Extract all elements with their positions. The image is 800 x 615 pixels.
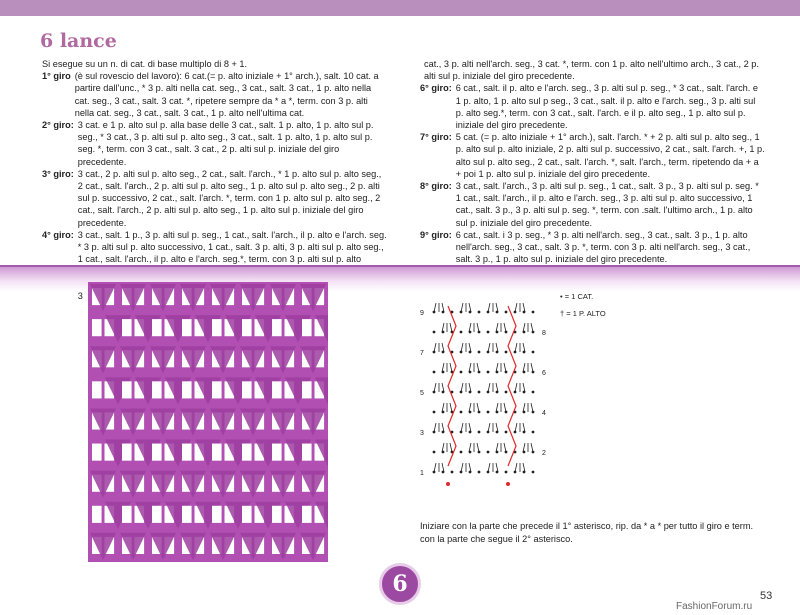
round-label: 2° giro: [42, 120, 74, 131]
round-instruction [420, 131, 765, 180]
chart-repeat-marker [508, 306, 516, 466]
chart-chain-stitch [487, 331, 490, 334]
chart-dc-stitch [461, 463, 463, 472]
chart-dc-stitch [434, 463, 436, 472]
chart-repeat-marker [448, 306, 456, 466]
sample-mesh-hole [212, 319, 222, 336]
chart-row-number: 2 [542, 450, 546, 457]
sample-mesh-hole [152, 319, 162, 336]
chart-dc-stitch [450, 363, 452, 372]
chart-chain-stitch [505, 431, 508, 434]
chart-dc-stitch [515, 463, 517, 472]
double-crochet-symbol-icon: † [560, 309, 565, 318]
sample-mesh-hole [182, 444, 192, 461]
round-text: 3 cat., salt. l'arch., 3 p. alti sul p. seg., 1 cat., salt. 3 p., 3 p. alti sul p. seg. * 1 cat., salt. l'arch., il p. alto e l'arch. seg., 3 p. alti sul p. alto successivo, 1 cat., salt. 3 p., 3 p. alti sul p. seg. *, term. con .salt. l'ultimo arch., 1 p. alto sul p. iniziale del giro precedente. [455, 181, 759, 228]
chapter-badge: 6 [379, 563, 421, 605]
chart-row-number: 6 [542, 370, 546, 377]
sample-mesh-hole [272, 319, 282, 336]
chart-dc-stitch [488, 383, 490, 392]
round-text: 3 cat. e 1 p. alto sul p. alla base delle 3 cat., salt. 1 p. alto, 1 p. alto sul p. seg., * 3 cat., 3 p. alti sul p. alto seg., 3 cat., salt. 1 p. alto, 1 p. alto sul p. seg. *, term. con 3 cat., salt. 3 cat., 2 p. alti sul p. iniziale del giro precedente. [77, 120, 374, 167]
round-instruction [420, 58, 765, 82]
sample-mesh-hole [92, 444, 102, 461]
chart-dc-stitch [504, 443, 506, 452]
sample-mesh-hole [302, 506, 312, 523]
chart-dc-stitch [477, 323, 479, 332]
chart-dc-stitch [531, 363, 533, 372]
chart-chain-stitch [487, 411, 490, 414]
chart-dc-stitch [461, 303, 463, 312]
chart-row-number: 7 [420, 350, 424, 357]
chart-dc-stitch [434, 423, 436, 432]
round-text: 6 cat., salt. il p. alto e l'arch. seg., 3 p. alti sul p. seg., * 3 cat., salt. l'arch. e 1 p. alto, 1 p. alto sul p seg., 3 cat., salt. il p. alto e l'arch. seg., 3 p. alti sul p. alto seg.*, term. con 3 cat., salt. l'arch. e il p. alto seg., 1 p. alto sul p. iniziale del giro precedente. [455, 83, 758, 131]
sample-mesh-hole [212, 506, 222, 523]
round-label: 9° giro: [420, 229, 452, 240]
sample-mesh-hole [272, 381, 282, 398]
chart-chain-stitch [478, 391, 481, 394]
chart-row-number: 3 [420, 430, 424, 437]
repeat-instructions: Iniziare con la parte che precede il 1° asterisco, rip. da * a * per tutto il giro e term. con la parte che segue il 2° asterisco. [420, 521, 754, 544]
chart-chain-stitch [532, 471, 535, 474]
chart-chain-stitch [532, 311, 535, 314]
chart-legend [560, 292, 606, 326]
chart-chain-stitch [505, 471, 508, 474]
chart-dc-stitch [488, 343, 490, 352]
chart-dc-stitch [450, 443, 452, 452]
intro-text: Si esegue su un n. di cat. di base multiplo di 8 + 1. [42, 59, 248, 69]
chart-chain-stitch [505, 311, 508, 314]
chart-chain-stitch [433, 371, 436, 374]
sample-mesh-hole [242, 506, 252, 523]
sample-mesh-hole [212, 381, 222, 398]
chart-dc-stitch [488, 303, 490, 312]
chart-chain-stitch [478, 311, 481, 314]
chart-chain-stitch [460, 371, 463, 374]
round-label: 3° giro: [42, 168, 74, 179]
chart-row-number: 4 [542, 410, 546, 417]
band-divider [0, 265, 800, 267]
round-instruction [420, 82, 765, 131]
chart-dc-stitch [434, 383, 436, 392]
chart-dc-stitch [488, 423, 490, 432]
sample-mesh-hole [182, 319, 192, 336]
chart-repeat-start-dot [446, 482, 450, 486]
chart-dc-stitch [515, 343, 517, 352]
sample-mesh-hole [152, 506, 162, 523]
sample-mesh-hole [92, 506, 102, 523]
chart-dc-stitch [477, 443, 479, 452]
chart-dc-stitch [515, 423, 517, 432]
chart-dc-stitch [477, 403, 479, 412]
round-text: (è sul rovescio del lavoro): 6 cat.(= p. alto iniziale + 1° arch.), salt. 10 cat. a partire dall'unc., * 3 p. alti nella cat. seg., 3 cat., salt. 3 cat., 1 p. alto nella cat. seg., 3 cat., salt. 3 cat. *, ripetere sempre da * a *, term. con 3 p. alti nella cat. seg., 3 cat., salt. 3 cat., 1 p. alto nell'ultima cat. [74, 71, 379, 118]
sample-mesh-hole [152, 444, 162, 461]
chart-chain-stitch [433, 411, 436, 414]
instructions-column-right [420, 58, 765, 278]
sample-mesh-hole [122, 506, 132, 523]
chart-dc-stitch [450, 403, 452, 412]
sample-mesh-hole [302, 444, 312, 461]
round-instruction [42, 119, 387, 168]
sample-mesh-hole [122, 319, 132, 336]
round-instruction [42, 70, 387, 119]
chart-dc-stitch [434, 303, 436, 312]
chart-dc-stitch [504, 363, 506, 372]
sample-mesh-hole [92, 381, 102, 398]
chart-chain-stitch [478, 431, 481, 434]
watermark: FashionForum.ru [676, 601, 753, 612]
round-text: 6 cat., salt. i 3 p. seg., * 3 p. alti nell'arch. seg., 3 cat., salt. 3 p., 1 p. alto nell'arch. seg., 3 cat., salt. 3 p. *, term. con 3 p. alti nell'arch. seg., 3 cat., salt. 3 p., 1 p. alto sul p. iniziale del giro precedente. [455, 229, 751, 265]
top-color-bar [0, 0, 800, 16]
chart-chain-stitch [478, 351, 481, 354]
chart-dc-stitch [531, 323, 533, 332]
chain-symbol-icon: • [560, 292, 563, 301]
sample-mesh-hole [212, 444, 222, 461]
chart-chain-stitch [433, 451, 436, 454]
sample-mesh-hole [182, 506, 192, 523]
chart-dc-stitch [450, 323, 452, 332]
round-instruction [42, 168, 387, 229]
legend-chain: • = 1 CAT. [560, 292, 594, 301]
sample-mesh-hole [242, 319, 252, 336]
chart-dc-stitch [461, 343, 463, 352]
chart-chain-stitch [487, 451, 490, 454]
chart-row-number: 9 [420, 310, 424, 317]
sample-mesh-hole [272, 444, 282, 461]
page-title: 6 lance [40, 30, 117, 52]
sample-mesh-hole [182, 381, 192, 398]
sample-mesh-hole [92, 319, 102, 336]
chart-row-number: 1 [420, 470, 424, 477]
chart-chain-stitch [532, 351, 535, 354]
chart-dc-stitch [461, 383, 463, 392]
round-text: 3 cat., salt. 1 p., 3 p. alti sul p. seg., 1 cat., salt. l'arch., il p. alto e l'arch. seg. * 3 p. alti sul p. alto successivo, 1 cat., salt. 3 p. alti, 3 p. alti sul p. alto seg., 1 cat., salt. l'arch., il p. alto e l'arch. seg.*, term. con 3 p. alti sul p. alto [77, 229, 387, 265]
chart-chain-stitch [460, 451, 463, 454]
chart-dc-stitch [504, 323, 506, 332]
chart-chain-stitch [505, 351, 508, 354]
chart-chain-stitch [505, 391, 508, 394]
round-label: 7° giro: [420, 132, 452, 143]
chart-chain-stitch [532, 391, 535, 394]
chart-chain-stitch [532, 431, 535, 434]
sample-mesh-hole [272, 506, 282, 523]
round-label: 4° giro: [42, 229, 74, 240]
sample-mesh-hole [122, 444, 132, 461]
round-text: 5 cat. (= p. alto iniziale + 1° arch.), salt. l'arch. * + 2 p. alti sul p. alto seg., 1 p. alto sul p. alto iniziale, 2 p. alti sul p. successivo, 2 cat., salt. l'arch. +, 1 p. alto sul p. alto seg., 2 cat., salt. l'arch. *, salt. l'arch., term. ripetendo da + a + poi 1 p. alto sul p. iniziale del giro precedente. [455, 132, 765, 179]
sample-mesh-hole [242, 444, 252, 461]
page-number: 53 [760, 590, 773, 602]
round-label: 1° giro [42, 71, 71, 82]
chart-dc-stitch [504, 403, 506, 412]
round-instruction [420, 229, 765, 266]
chart-dc-stitch [488, 463, 490, 472]
chart-dc-stitch [515, 383, 517, 392]
round-label: 8° giro: [420, 181, 452, 192]
chart-row-number: 8 [542, 330, 546, 337]
chart-repeat-start-dot [506, 482, 510, 486]
chart-row-number: 5 [420, 390, 424, 397]
sample-mesh-hole [302, 381, 312, 398]
sample-mesh-hole [152, 381, 162, 398]
chart-chain-stitch [433, 331, 436, 334]
chart-chain-stitch [460, 331, 463, 334]
round-text: 3 cat., 2 p. alti sul p. alto seg., 2 cat., salt. l'arch., * 1 p. alto sul p. alto seg., 2 cat., salt. l'arch., 2 p. alti sul p. alto seg., 1 p. alto sul p. alto seg., 2 p. alti sul p. successivo, 2 cat., salt. l'arch. *, term. con 1 p. alto sul p. alto seg., 2 cat., salt. l'arch., 2 p. alti sul p. alto seg., 1 p. alto sul p. iniziale del giro precedente. [77, 168, 382, 228]
round-text: 3 [77, 290, 83, 301]
chart-dc-stitch [477, 363, 479, 372]
sample-mesh-hole [302, 319, 312, 336]
round-instruction [420, 180, 765, 229]
sample-mesh-hole [122, 381, 132, 398]
crochet-sample-photo [88, 282, 328, 562]
chart-chain-stitch [487, 371, 490, 374]
chart-dc-stitch [531, 443, 533, 452]
chart-dc-stitch [531, 403, 533, 412]
sample-mesh-hole [242, 381, 252, 398]
round-text: cat., 3 p. alti nell'arch. seg., 3 cat. *, term. con 1 p. alto nell'ultimo arch., 3 cat., 2 p. alti sul p. iniziale del giro precedente. [424, 59, 759, 82]
round-label: 6° giro: [420, 83, 452, 94]
legend-double-crochet: † = 1 P. ALTO [560, 309, 606, 318]
chart-chain-stitch [478, 471, 481, 474]
chart-chain-stitch [451, 471, 454, 474]
chart-dc-stitch [515, 303, 517, 312]
chart-dc-stitch [461, 423, 463, 432]
chart-chain-stitch [460, 411, 463, 414]
chart-dc-stitch [434, 343, 436, 352]
